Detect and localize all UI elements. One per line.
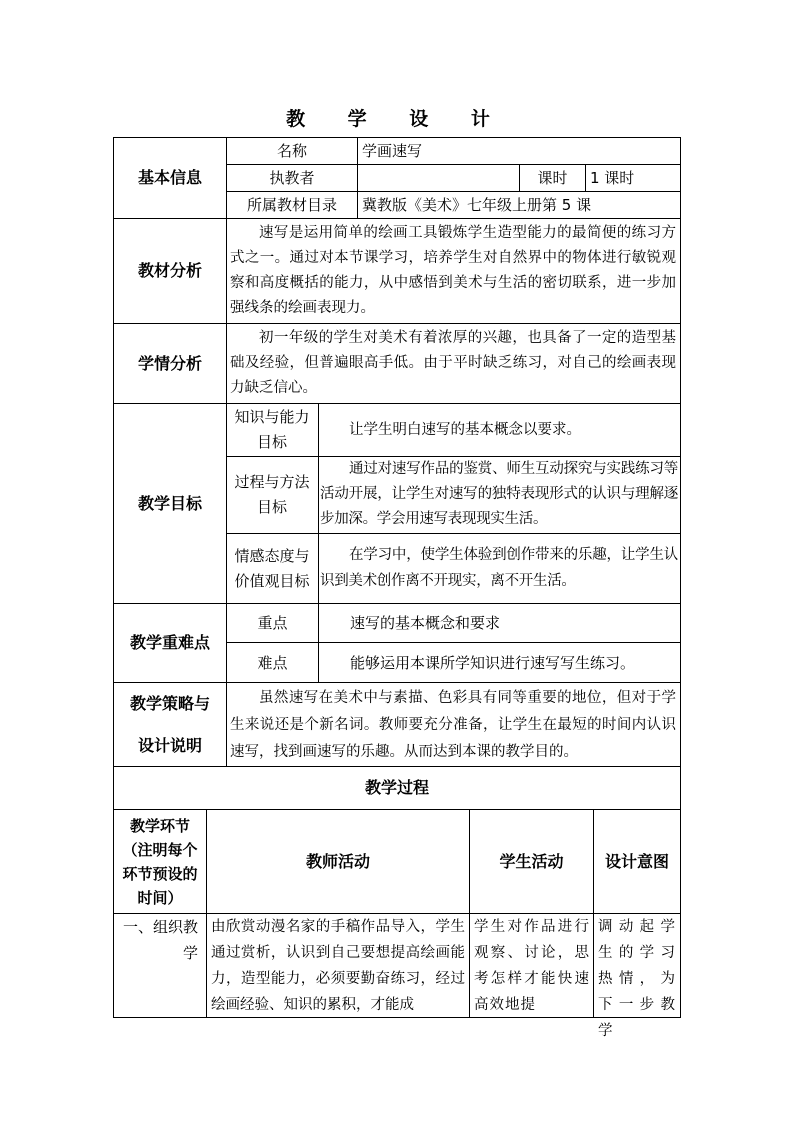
process-row-student-activity: 学生对作品进行观察、讨论，思考怎样才能快速高效地提 [474, 919, 590, 1013]
textbook-label: 所属教材目录 [246, 196, 337, 214]
hours-value: 1 课时 [590, 169, 635, 187]
textbook-value: 冀教版《美术》七年级上册第 5 课 [362, 196, 592, 214]
goal-process-text: 通过对速写作品的鉴赏、师生互动探究与实践练习等活动开展，让学生对速写的独特表现形式的认识与理解逐步加深。学会用速写表现现实生活。 [320, 461, 678, 527]
key-points-label: 教学重难点 [129, 633, 210, 652]
focus-label: 重点 [257, 614, 288, 632]
header-design-intent: 设计意图 [604, 851, 669, 871]
process-row-stage: 一、组织教学 [122, 918, 198, 962]
difficulty-label: 难点 [257, 653, 288, 672]
hours-label: 课时 [537, 169, 568, 187]
goal-attitude-label: 情感态度与价值观目标 [234, 546, 310, 590]
difficulty-text: 能够运用本课所学知识进行速写写生练习。 [350, 653, 636, 672]
process-title: 教学过程 [364, 778, 429, 797]
goal-attitude-text: 在学习中，使学生体验到创作带来的乐趣，让学生认识到美术创作离不开现实，离不开生活。 [320, 547, 678, 589]
basic-info-label: 基本信息 [137, 168, 202, 187]
header-stage: 教学环节（注明每个环节预设的时间） [122, 816, 198, 907]
focus-text: 速写的基本概念和要求 [350, 614, 501, 632]
header-teacher-activity: 教师活动 [305, 851, 370, 871]
material-analysis-text: 速写是运用简单的绘画工具锻炼学生造型能力的最简便的练习方式之一。通过对本节课学习，培养学生对自然界中的物体进行敏锐观察和高度概括的能力，从中感悟到美术与生活的密切联系，进一步加强线条的绘画表现力。 [230, 225, 676, 316]
name-value: 学画速写 [362, 142, 423, 160]
student-analysis-text: 初一年级的学生对美术有着浓厚的兴趣，也具备了一定的造型基础及经验，但普遍眼高手低。由于平时缺乏练习，对自己的绘画表现力缺乏信心。 [230, 330, 676, 396]
strategy-label [114, 683, 226, 766]
goal-process-label: 过程与方法目标 [234, 473, 310, 516]
strategy-text: 虽然速写在美术中与素描、色彩具有同等重要的地位，但对于学生来说还是个新名词。教师要充分准备，让学生在最短的时间内认识速写，找到画速写的乐趣。从而达到本课的教学目的。 [230, 690, 676, 760]
goal-knowledge-text: 让学生明白速写的基本概念以要求。 [349, 422, 581, 438]
teacher-value [362, 165, 518, 191]
teaching-goals-label: 教学目标 [137, 493, 202, 513]
teacher-label: 执教者 [269, 169, 315, 187]
document-title: 教 学 设 计 [286, 108, 508, 130]
material-analysis-label: 教材分析 [137, 261, 202, 280]
goal-knowledge-label: 知识与能力目标 [234, 408, 310, 451]
process-row-teacher-activity: 由欣赏动漫名家的手稿作品导入，学生通过赏析，认识到自己要想提高绘画能力，造型能力，必须要勤奋练习，经过绘画经验、知识的累积，才能成 [211, 919, 465, 1013]
process-row-design-intent: 调动起学生的学习热情，为下一步教学 [598, 919, 677, 1039]
header-student-activity: 学生活动 [499, 851, 564, 871]
strategy-label-line1: 教学策略与 [129, 694, 210, 713]
name-label: 名称 [276, 142, 307, 160]
student-analysis-label: 学情分析 [137, 353, 202, 373]
strategy-label-line2: 设计说明 [137, 736, 202, 755]
